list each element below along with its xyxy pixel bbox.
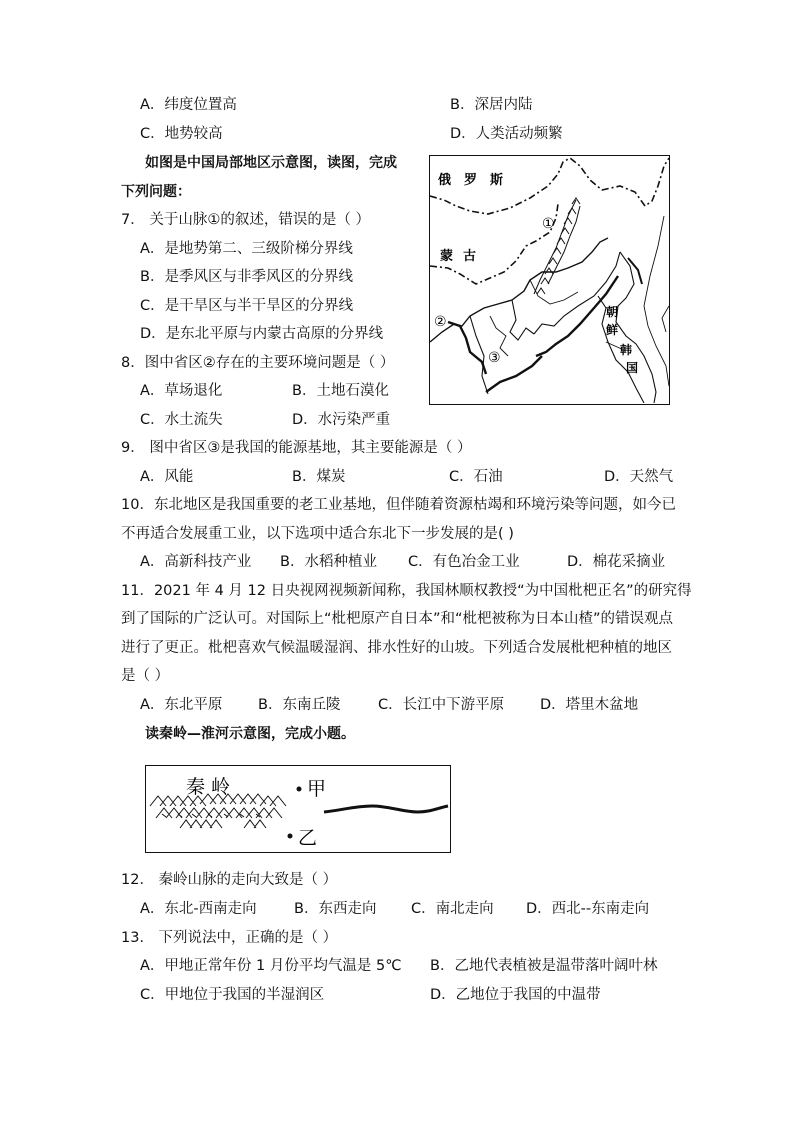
- q13-option-d: D．乙地位于我国的中温带: [430, 987, 601, 1003]
- q11-option-b: B．东南丘陵: [258, 697, 341, 713]
- map-label-korea-south-1: 韩: [620, 343, 633, 357]
- map-label-mongolia-2: 古: [463, 249, 477, 264]
- qinling-huaihe-diagram: [145, 765, 451, 853]
- map-label-3: ③: [488, 350, 501, 366]
- q9-option-b: B．煤炭: [292, 469, 346, 485]
- q11-option-d: D．塔里木盆地: [540, 697, 639, 713]
- q10-stem-line1: 10．东北地区是我国重要的老工业基地，但伴随着资源枯竭和环境污染等问题，如今已: [121, 497, 676, 513]
- qinling-label: 秦 岭: [186, 776, 231, 798]
- q9-option-a: A．风能: [140, 469, 194, 485]
- q8-option-d: D．水污染严重: [292, 412, 391, 428]
- q11-option-c: C．长江中下游平原: [378, 697, 505, 713]
- map-intro-line1: 如图是中国局部地区示意图，读图，完成: [145, 155, 397, 171]
- q7-stem: 7． 关于山脉①的叙述，错误的是（ ）: [121, 212, 370, 228]
- q11-stem-line3: 进行了更正。枇杷喜欢气候温暖湿润、排水性好的山坡。下列适合发展枇杷种植的地区: [121, 640, 672, 656]
- qinling-intro: 读秦岭—淮河示意图，完成小题。: [145, 726, 355, 742]
- q11-stem-line2: 到了国际的广泛认可。对国际上“枇杷原产自日本”和“枇杷被称为日本山楂”的错误观点: [121, 611, 674, 627]
- q7-option-c: C．是干旱区与半干旱区的分界线: [140, 298, 354, 314]
- q7-option-b: B．是季风区与非季风区的分界线: [140, 269, 353, 285]
- q8-option-a: A．草场退化: [140, 383, 223, 399]
- map-label-korea-north-2: 鲜: [606, 323, 619, 337]
- map-label-mongolia-1: 蒙: [440, 249, 454, 264]
- map-label-korea-south-2: 国: [626, 361, 639, 375]
- q12-stem: 12． 秦岭山脉的走向大致是（ ）: [121, 872, 338, 888]
- q9-option-c: C．石油: [449, 469, 503, 485]
- q13-option-c: C．甲地位于我国的半湿润区: [140, 987, 325, 1003]
- q6-option-b: B．深居内陆: [450, 97, 533, 113]
- map-intro-line2: 下列问题：: [121, 184, 191, 200]
- q13-stem: 13． 下列说法中，正确的是（ ）: [121, 930, 338, 946]
- q12-option-b: B．东西走向: [294, 901, 377, 917]
- q10-option-b: B．水稻种植业: [280, 554, 377, 570]
- q9-stem: 9． 图中省区③是我国的能源基地，其主要能源是（ ）: [121, 440, 472, 456]
- northeast-china-map: [429, 155, 670, 405]
- map-label-korea-north-1: 朝: [606, 305, 619, 319]
- map-label-2: ②: [434, 314, 447, 330]
- q13-option-a: A．甲地正常年份 1 月份平均气温是 5℃: [140, 958, 402, 974]
- q8-stem: 8．图中省区②存在的主要环境问题是（ ）: [121, 355, 395, 371]
- q12-option-c: C．南北走向: [411, 901, 494, 917]
- q6-option-c: C．地势较高: [140, 126, 223, 142]
- q8-option-b: B．土地石漠化: [292, 383, 389, 399]
- q10-stem-line2: 不再适合发展重工业，以下选项中适合东北下一步发展的是( ): [121, 526, 514, 542]
- q11-stem-line4: 是（ ）: [121, 668, 170, 684]
- point-jia-label: 甲: [307, 778, 327, 800]
- q13-option-b: B．乙地代表植被是温带落叶阔叶林: [430, 958, 658, 974]
- q10-option-a: A．高新科技产业: [140, 554, 252, 570]
- q11-stem-line1: 11．2021 年 4 月 12 日央视网视频新闻称，我国林顺权教授“为中国枇杷正名”的研究得: [121, 583, 692, 599]
- point-yi-label: 乙: [298, 827, 318, 849]
- q12-option-d: D．西北--东南走向: [526, 901, 650, 917]
- q8-option-c: C．水土流失: [140, 412, 223, 428]
- q9-option-d: D．天然气: [604, 469, 674, 485]
- q12-option-a: A．东北-西南走向: [140, 901, 257, 917]
- q11-option-a: A．东北平原: [140, 697, 223, 713]
- q7-option-d: D．是东北平原与内蒙古高原的分界线: [140, 326, 384, 342]
- q7-option-a: A．是地势第二、三级阶梯分界线: [140, 241, 353, 257]
- q10-option-d: D．棉花采摘业: [567, 554, 666, 570]
- q6-option-d: D．人类活动频繁: [450, 126, 563, 142]
- q10-option-c: C．有色冶金工业: [408, 554, 520, 570]
- map-label-russia: 俄 罗 斯: [438, 173, 504, 188]
- q6-option-a: A．纬度位置高: [140, 97, 237, 113]
- map-label-1: ①: [542, 216, 555, 232]
